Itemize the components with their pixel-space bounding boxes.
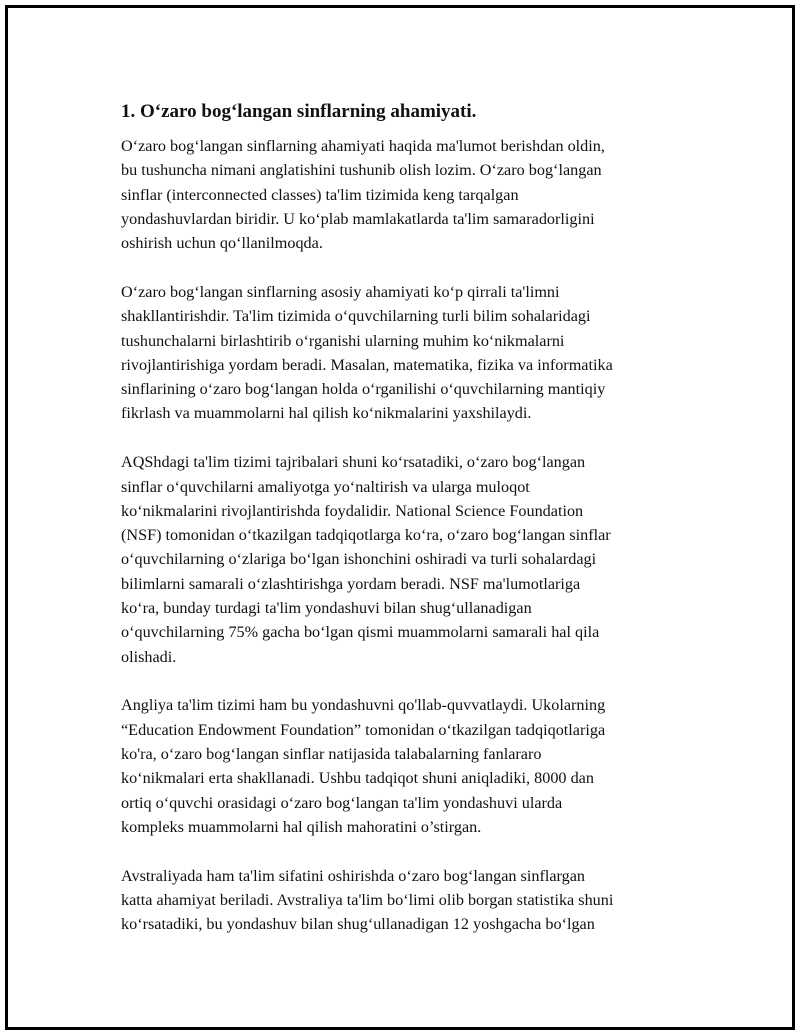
page-frame bbox=[5, 5, 795, 1030]
text-line: fikrlash va muammolarni hal qilish ko‘nikmalarini yaxshilaydi. bbox=[121, 404, 532, 423]
text-line: ko‘nikmalarini rivojlantirishda foydalidir. National Science Foundation bbox=[121, 501, 584, 520]
paragraph-5 bbox=[121, 864, 701, 937]
text-line: yondashuvlardan biridir. U ko‘plab mamlakatlarda ta'lim samaradorligini bbox=[121, 209, 595, 228]
text-line: kompleks muammolarni hal qilish mahoratini o’stirgan. bbox=[121, 817, 482, 836]
text-line: sinflar (interconnected classes) ta'lim tizimida keng tarqalgan bbox=[121, 185, 519, 204]
text-line: AQShdagi ta'lim tizimi tajribalari shuni ko‘rsatadiki, o‘zaro bog‘langan bbox=[121, 453, 586, 472]
paragraph-1 bbox=[121, 134, 701, 255]
text-line: sinflar o‘quvchilarni amaliyotga yo‘naltirish va ularga muloqot bbox=[121, 477, 530, 496]
text-line: shakllantirishdir. Ta'lim tizimida o‘quvchilarning turli bilim sohalaridagi bbox=[121, 307, 591, 326]
text-line: olishadi. bbox=[121, 647, 177, 666]
document-body bbox=[121, 100, 701, 961]
text-line: O‘zaro bog‘langan sinflarning ahamiyati haqida ma'lumot berishdan oldin, bbox=[121, 137, 605, 155]
text-line: (NSF) tomonidan o‘tkazilgan tadqiqotlarga ko‘ra, o‘zaro bog‘langan sinflar bbox=[121, 526, 611, 545]
text-line: Avstraliyada ham ta'lim sifatini oshirishda o‘zaro bog‘langan sinflargan bbox=[121, 866, 585, 885]
text-line: katta ahamiyat beriladi. Avstraliya ta'lim bo‘limi olib borgan statistika shuni bbox=[121, 891, 614, 910]
text-line: oshirish uchun qo‘llanilmoqda. bbox=[121, 234, 323, 253]
text-line: O‘zaro bog‘langan sinflarning asosiy ahamiyati ko‘p qirrali ta'limni bbox=[121, 282, 560, 301]
text-line: o‘quvchilarning 75% gacha bo‘lgan qismi muammolarni samarali hal qila bbox=[121, 623, 600, 642]
text-line: tushunchalarni birlashtirib o‘rganishi ularning muhim ko‘nikmalarni bbox=[121, 331, 565, 350]
text-line: ortiq o‘quvchi orasidagi o‘zaro bog‘langan ta'lim yondashuvi ularda bbox=[121, 793, 563, 812]
text-line: bu tushuncha nimani anglatishini tushunib olish lozim. O‘zaro bog‘langan bbox=[121, 161, 602, 180]
text-line: rivojlantirishiga yordam beradi. Masalan, matematika, fizika va informatika bbox=[121, 355, 613, 374]
text-line: ko‘rsatadiki, bu yondashuv bilan shug‘ullanadigan 12 yoshgacha bo‘lgan bbox=[121, 915, 595, 934]
paragraph-2 bbox=[121, 280, 701, 426]
text-line: “Education Endowment Foundation” tomonidan o‘tkazilgan tadqiqotlariga bbox=[121, 720, 606, 739]
paragraph-3 bbox=[121, 450, 701, 669]
paragraph-4 bbox=[121, 693, 701, 839]
text-line: bilimlarni samarali o‘zlashtirishga yordam beradi. NSF ma'lumotlariga bbox=[121, 574, 581, 593]
text-line: ko'ra, o‘zaro bog‘langan sinflar natijasida talabalarning fanlararo bbox=[121, 745, 542, 764]
section-heading: 1. O‘zaro bog‘langan sinflarning ahamiyati. bbox=[121, 101, 477, 122]
text-line: sinflarining o‘zaro bog‘langan holda o‘rganilishi o‘quvchilarning mantiqiy bbox=[121, 380, 606, 399]
text-line: ko‘nikmalari erta shakllanadi. Ushbu tadqiqot shuni aniqladiki, 8000 dan bbox=[121, 769, 594, 788]
text-line: ko‘ra, bunday turdagi ta'lim yondashuvi bilan shug‘ullanadigan bbox=[121, 599, 532, 618]
text-line: o‘quvchilarning o‘zlariga bo‘lgan ishonchini oshiradi va turli sohalardagi bbox=[121, 550, 597, 569]
text-line: Angliya ta'lim tizimi ham bu yondashuvni qo'llab-quvvatlaydi. Ukolarning bbox=[121, 696, 606, 715]
